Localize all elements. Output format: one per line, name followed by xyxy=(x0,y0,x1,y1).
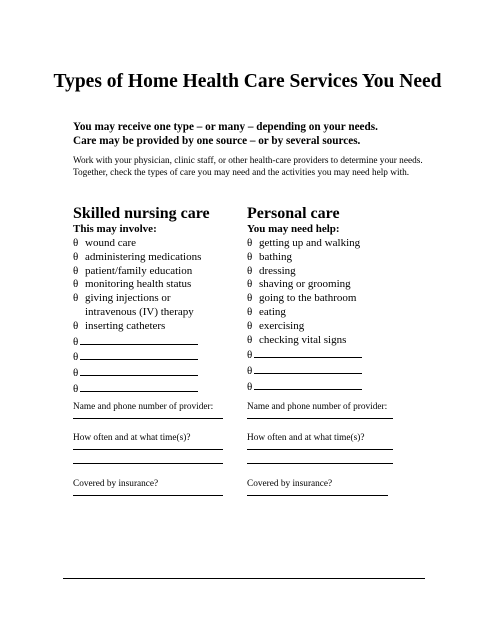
personal-how-often-input[interactable] xyxy=(247,449,393,450)
skilled-item-education[interactable]: θ patient/family education xyxy=(73,264,193,277)
skilled-item-iv-therapy: intravenous (IV) therapy xyxy=(85,305,194,318)
checkbox-icon[interactable]: θ xyxy=(247,305,253,318)
personal-item-eating[interactable]: θ eating xyxy=(247,305,286,318)
blank-input-line[interactable] xyxy=(80,365,198,376)
skilled-insurance-label: Covered by insurance? xyxy=(73,479,159,489)
personal-insurance-label: Covered by insurance? xyxy=(247,479,333,489)
blank-input-line[interactable] xyxy=(254,347,362,358)
personal-provider-label: Name and phone number of provider: xyxy=(247,402,388,412)
personal-item-dressing[interactable]: θ dressing xyxy=(247,264,296,277)
checkbox-icon[interactable]: θ xyxy=(247,278,253,291)
personal-item-grooming[interactable]: θ shaving or grooming xyxy=(247,278,351,291)
personal-item-bathroom[interactable]: θ going to the bathroom xyxy=(247,292,357,305)
skilled-item-medications[interactable]: θ administering medications xyxy=(73,250,202,263)
checkbox-icon[interactable]: θ xyxy=(73,264,79,277)
checkbox-icon[interactable]: θ xyxy=(73,292,79,305)
personal-item-exercising[interactable]: θ exercising xyxy=(247,319,305,332)
instruction-note: Work with your physician, clinic staff, or other health-care providers to determine your needs. Together, check the types of care you may need and the activities you may need help with. xyxy=(73,156,423,178)
blank-input-line[interactable] xyxy=(80,334,198,345)
skilled-how-often-input[interactable] xyxy=(73,449,223,450)
skilled-blank-line[interactable] xyxy=(73,334,243,350)
intro-line-2: Care may be provided by one source – or by several sources. xyxy=(73,135,361,147)
skilled-provider-label: Name and phone number of provider: xyxy=(73,402,214,412)
checkbox-icon[interactable]: θ xyxy=(73,335,79,348)
checkbox-icon[interactable]: θ xyxy=(73,237,79,249)
checkbox-icon[interactable]: θ xyxy=(247,333,253,346)
footer-divider xyxy=(63,578,425,579)
skilled-blank-line[interactable] xyxy=(73,349,243,365)
personal-item-bathing[interactable]: θ bathing xyxy=(247,250,292,263)
blank-input-line[interactable] xyxy=(254,363,362,374)
checkbox-icon[interactable]: θ xyxy=(247,380,253,393)
skilled-nursing-heading: Skilled nursing care xyxy=(73,205,210,222)
checkbox-icon[interactable]: θ xyxy=(247,292,253,305)
personal-provider-input[interactable] xyxy=(247,418,393,419)
checkbox-icon[interactable]: θ xyxy=(73,367,79,380)
personal-insurance-input[interactable] xyxy=(247,495,388,496)
skilled-how-often-input-2[interactable] xyxy=(73,463,223,464)
skilled-how-often-label: How often and at what time(s)? xyxy=(73,433,191,443)
personal-care-subheading: You may need help: xyxy=(247,223,340,235)
checkbox-icon[interactable]: θ xyxy=(247,349,253,362)
personal-item-walking[interactable]: θ getting up and walking xyxy=(247,237,361,249)
checkbox-icon[interactable]: θ xyxy=(247,264,253,277)
checkbox-icon[interactable]: θ xyxy=(73,250,79,263)
personal-blank-line[interactable] xyxy=(247,363,427,379)
checkbox-icon[interactable]: θ xyxy=(247,319,253,332)
personal-care-heading: Personal care xyxy=(247,205,340,222)
page-title: Types of Home Health Care Services You Need xyxy=(53,71,442,92)
skilled-nursing-column xyxy=(73,204,243,397)
skilled-provider-input[interactable] xyxy=(73,418,223,419)
skilled-blank-line[interactable] xyxy=(73,365,243,381)
blank-input-line[interactable] xyxy=(80,381,198,392)
intro-line-1: You may receive one type – or many – depending on your needs. xyxy=(73,121,378,133)
checkbox-icon[interactable]: θ xyxy=(247,237,253,249)
intro-text xyxy=(73,120,433,148)
skilled-insurance-input[interactable] xyxy=(73,495,223,496)
personal-how-often-input-2[interactable] xyxy=(247,463,393,464)
checkbox-icon[interactable]: θ xyxy=(73,278,79,291)
checkbox-icon[interactable]: θ xyxy=(247,250,253,263)
skilled-blank-line[interactable] xyxy=(73,381,243,397)
checkbox-icon[interactable]: θ xyxy=(73,382,79,395)
checkbox-icon[interactable]: θ xyxy=(73,319,79,332)
personal-blank-line[interactable] xyxy=(247,379,427,395)
skilled-item-monitoring[interactable]: θ monitoring health status xyxy=(73,278,192,291)
personal-item-vital-signs[interactable]: θ checking vital signs xyxy=(247,333,347,346)
skilled-item-wound-care[interactable]: θ wound care xyxy=(73,237,137,249)
checkbox-icon[interactable]: θ xyxy=(73,351,79,364)
personal-care-column xyxy=(247,204,427,395)
checkbox-icon[interactable]: θ xyxy=(247,365,253,378)
blank-input-line[interactable] xyxy=(254,379,362,390)
skilled-item-injections[interactable]: θ giving injections or xyxy=(73,292,171,305)
blank-input-line[interactable] xyxy=(80,349,198,360)
personal-how-often-label: How often and at what time(s)? xyxy=(247,433,365,443)
skilled-nursing-subheading: This may involve: xyxy=(73,223,157,235)
skilled-item-catheters[interactable]: θ inserting catheters xyxy=(73,319,166,332)
personal-blank-line[interactable] xyxy=(247,347,427,363)
